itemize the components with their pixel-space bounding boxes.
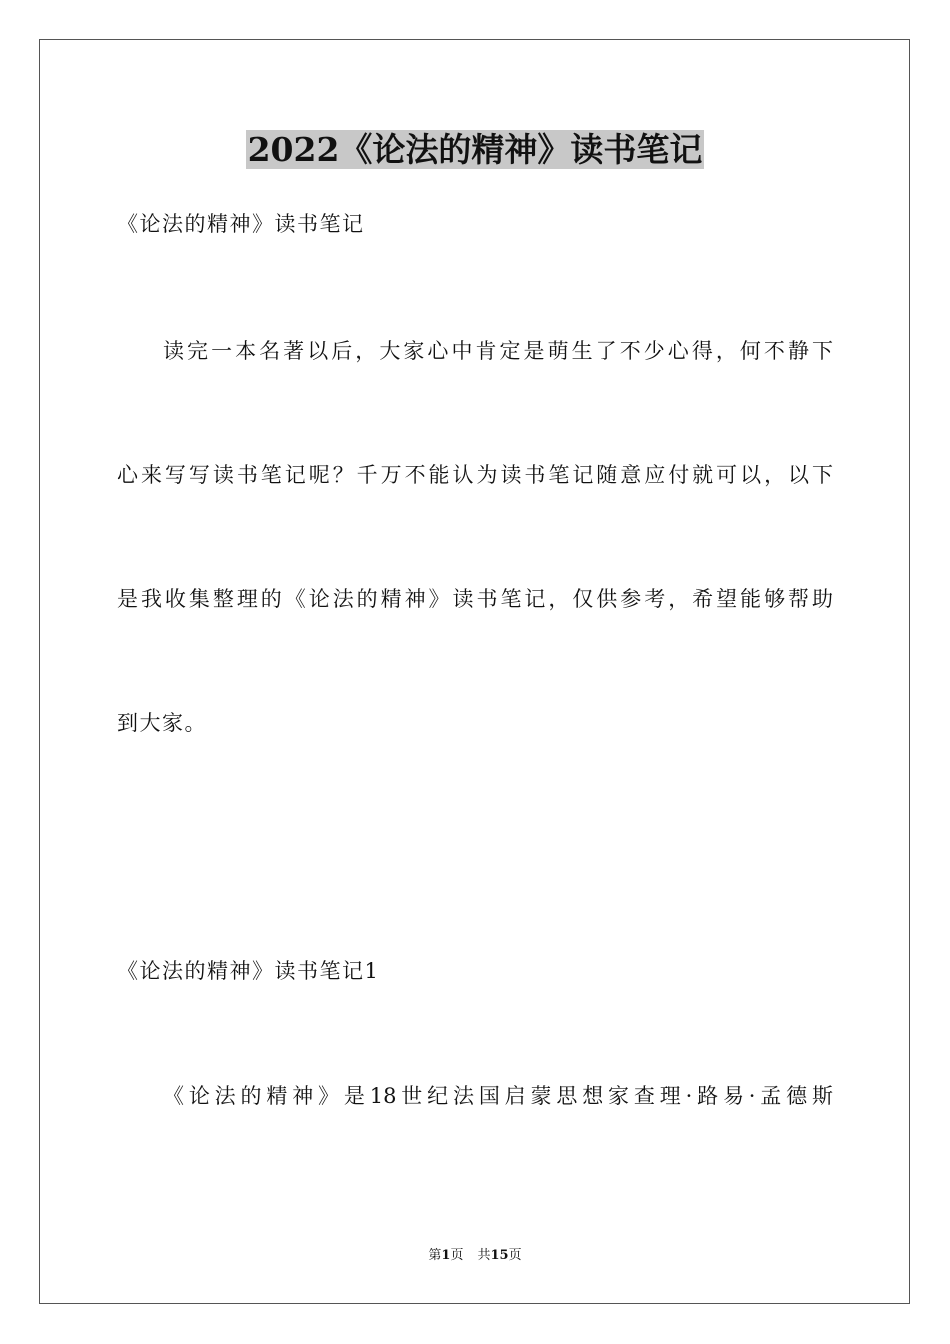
footer-total-pages: 15 [490, 1248, 509, 1263]
intro-line-3: 是我收集整理的《论法的精神》读书笔记，仅供参考，希望能够帮助 [117, 587, 833, 611]
footer-page-number: 1 [441, 1248, 451, 1263]
intro-line-4: 到大家。 [117, 711, 207, 735]
footer-total-prefix: 共 [477, 1248, 491, 1263]
page-footer [0, 1247, 950, 1265]
document-title [0, 127, 950, 173]
section-heading: 《论法的精神》读书笔记1 [117, 959, 380, 983]
section-line-1: 《论法的精神》是18世纪法国启蒙思想家查理·路易·孟德斯 [163, 1084, 833, 1108]
footer-total-suffix: 页 [508, 1248, 522, 1263]
document-subtitle: 《论法的精神》读书笔记 [117, 212, 365, 236]
footer-page-suffix: 页 [450, 1248, 464, 1263]
intro-line-1: 读完一本名著以后，大家心中肯定是萌生了不少心得，何不静下 [163, 339, 833, 363]
document-title-text: 2022《论法的精神》读书笔记 [247, 130, 703, 169]
footer-page-prefix: 第 [428, 1248, 442, 1263]
intro-line-2: 心来写写读书笔记呢？千万不能认为读书笔记随意应付就可以，以下 [117, 463, 833, 487]
